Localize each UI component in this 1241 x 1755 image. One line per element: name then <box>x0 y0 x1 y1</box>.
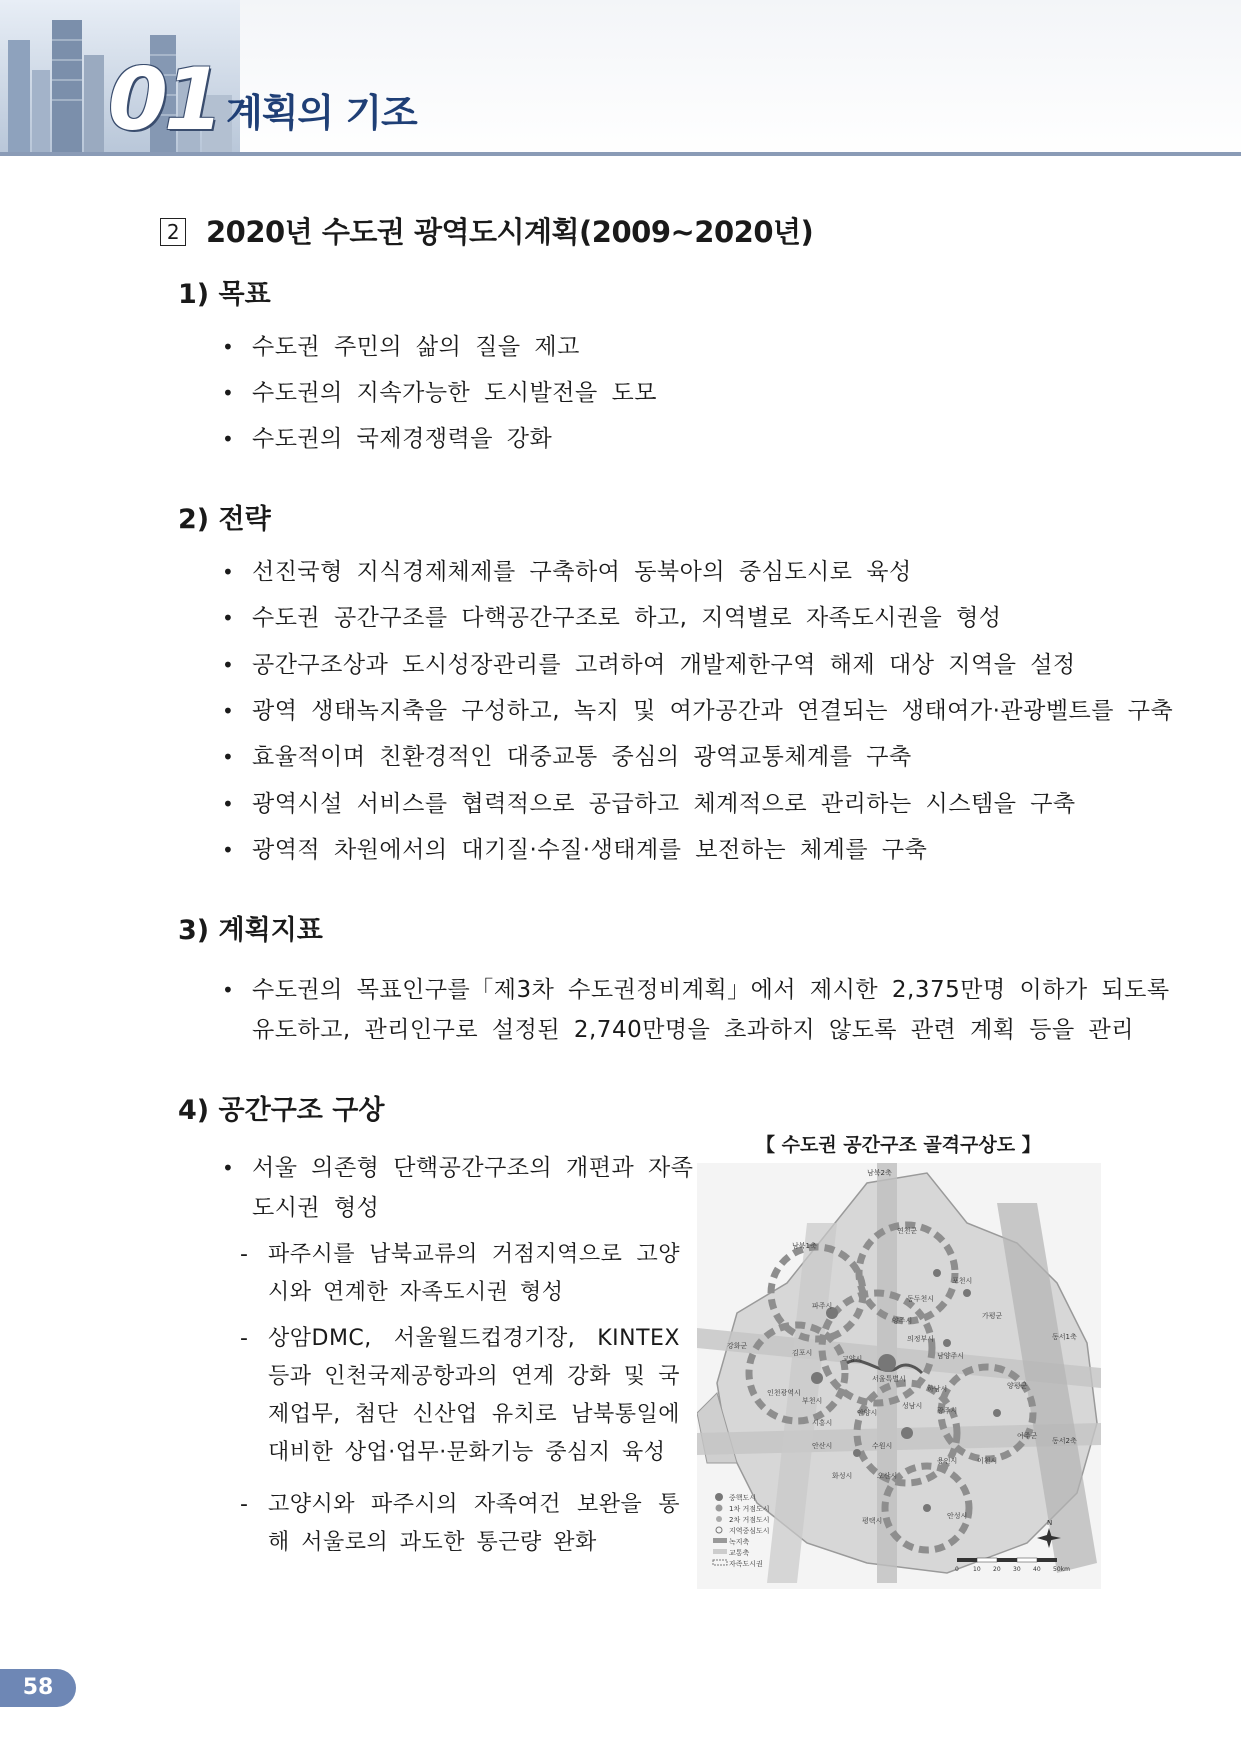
goals-item: • 수도권의 지속가능한 도시발전을 도모 <box>222 380 657 406</box>
city-label: 여주군 <box>1017 1432 1038 1440</box>
scale-tick: 0 <box>955 1566 959 1573</box>
axis-label: 남북1축 <box>792 1242 817 1250</box>
city-label: 포천시 <box>952 1277 973 1285</box>
city-label: 가평군 <box>982 1312 1003 1320</box>
scale-tick: 50km <box>1053 1566 1070 1573</box>
header-divider <box>0 152 1241 156</box>
spatial-subitem: - 고양시와 파주시의 자족여건 보완을 통해 서울로의 과도한 통근량 완화 <box>240 1492 680 1555</box>
city-label: 안양시 <box>857 1409 878 1417</box>
city-label: 시흥시 <box>812 1419 833 1427</box>
page-header <box>0 0 1241 160</box>
goals-item: • 수도권의 국제경쟁력을 강화 <box>222 426 553 452</box>
chapter-title: 계획의 기조 <box>226 91 417 135</box>
figure-caption: 【 수도권 공간구조 골격구상도 】 <box>756 1134 1041 1156</box>
legend-item: 녹지축 <box>729 1538 750 1546</box>
city-label: 남양주시 <box>937 1352 965 1360</box>
axis-label: 남북2축 <box>867 1169 892 1177</box>
city-label: 연천군 <box>897 1227 918 1235</box>
scale-tick: 20 <box>993 1566 1001 1573</box>
page-number: 58 <box>0 1669 76 1707</box>
spatial-subitem: - 파주시를 남북교류의 거점지역으로 고양시와 연계한 자족도시권 형성 <box>240 1242 680 1305</box>
spatial-subitem: - 상암DMC, 서울월드컵경기장, KINTEX 등과 인천국제공항과의 연계 강화 및 국제업무, 첨단 신산업 유치로 남북통일에 대비한 상업·업무·문화기능 중심지 육성 <box>240 1326 680 1465</box>
strategy-item: • 효율적이며 친환경적인 대중교통 중심의 광역교통체계를 구축 <box>222 744 912 770</box>
city-label: 김포시 <box>792 1349 813 1357</box>
compass-label: N <box>1047 1519 1053 1527</box>
strategy-item: • 광역적 차원에서의 대기질·수질·생태계를 보전하는 체계를 구축 <box>222 837 928 863</box>
spatial-heading: 4) 공간구조 구상 <box>178 1095 385 1126</box>
legend-item: 중핵도시 <box>729 1494 757 1502</box>
strategy-item: • 광역 생태녹지축을 구성하고, 녹지 및 여가공간과 연결되는 생태여가·관광벨트를 구축 <box>222 698 1174 724</box>
scale-tick: 40 <box>1033 1566 1041 1573</box>
strategy-item: • 공간구조상과 도시성장관리를 고려하여 개발제한구역 해제 대상 지역을 설정 <box>222 652 1076 678</box>
spatial-structure-map <box>697 1163 1101 1589</box>
legend-item: 1차 거점도시 <box>729 1505 770 1513</box>
city-label: 용인시 <box>937 1457 958 1465</box>
city-label: 평택시 <box>862 1517 883 1525</box>
legend-item: 지역중심도시 <box>729 1527 770 1535</box>
chapter-number: 01 <box>108 50 220 150</box>
legend-item: 교통축 <box>729 1549 750 1557</box>
strategy-item: • 수도권 공간구조를 다핵공간구조로 하고, 지역별로 자족도시권을 형성 <box>222 605 1002 631</box>
goals-item: • 수도권 주민의 삶의 질을 제고 <box>222 334 580 360</box>
city-label: 파주시 <box>812 1302 833 1310</box>
spatial-item: • 서울 의존형 단핵공간구조의 개편과 자족 도시권 형성 <box>222 1155 694 1221</box>
city-label: 양주시 <box>892 1317 913 1325</box>
city-label: 안산시 <box>812 1442 833 1450</box>
strategy-item: • 선진국형 지식경제체제를 구축하여 동북아의 중심도시로 육성 <box>222 559 912 585</box>
city-label: 부천시 <box>802 1397 823 1405</box>
strategy-heading: 2) 전략 <box>178 504 271 535</box>
city-label: 하남시 <box>927 1385 948 1393</box>
goals-heading: 1) 목표 <box>178 279 271 310</box>
legend-item: 2차 거점도시 <box>729 1516 770 1524</box>
city-label: 이천시 <box>977 1457 998 1465</box>
indicators-item: • 수도권의 목표인구를「제3차 수도권정비계획」에서 제시한 2,375만명 이하가 되도록 유도하고, 관리인구로 설정된 2,740만명을 초과하지 않도록 관련 계획 등을 관리 <box>222 977 1170 1043</box>
section-title-text: 2020년 수도권 광역도시계획(2009~2020년) <box>206 215 814 249</box>
scale-bar <box>955 1558 1070 1573</box>
section-title <box>160 210 813 251</box>
city-label: 오산시 <box>877 1472 898 1480</box>
strategy-item: • 광역시설 서비스를 협력적으로 공급하고 체계적으로 관리하는 시스템을 구축 <box>222 791 1076 817</box>
city-label: 수원시 <box>872 1442 893 1450</box>
city-label: 서울특별시 <box>872 1375 906 1383</box>
city-label: 고양시 <box>842 1355 863 1363</box>
axis-label: 동서2축 <box>1052 1437 1077 1445</box>
city-label: 화성시 <box>832 1472 853 1480</box>
section-number-box: 2 <box>160 218 186 246</box>
city-label: 의정부시 <box>907 1335 935 1343</box>
scale-tick: 30 <box>1013 1566 1021 1573</box>
indicators-heading: 3) 계획지표 <box>178 915 323 946</box>
axis-label: 동서1축 <box>1052 1333 1077 1341</box>
city-label: 양평군 <box>1007 1382 1028 1390</box>
city-label: 동두천시 <box>907 1295 935 1303</box>
city-label: 성남시 <box>902 1402 923 1410</box>
city-label: 인천광역시 <box>767 1389 801 1397</box>
city-label: 광주시 <box>937 1407 958 1415</box>
city-label: 안성시 <box>947 1512 968 1520</box>
scale-tick: 10 <box>973 1566 981 1573</box>
city-label: 강화군 <box>727 1342 748 1350</box>
legend-item: 자족도시권 <box>729 1560 763 1568</box>
